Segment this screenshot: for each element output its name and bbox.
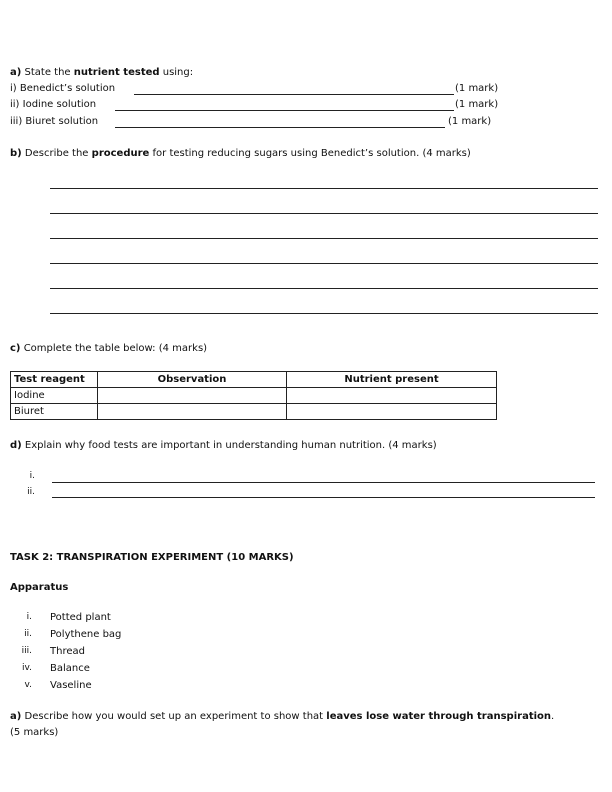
list-numeral: i. bbox=[26, 612, 32, 622]
table-cell[interactable] bbox=[287, 404, 497, 420]
list-numeral: iv. bbox=[22, 663, 32, 673]
answer-line[interactable] bbox=[50, 213, 598, 214]
table-cell[interactable] bbox=[287, 388, 497, 404]
question-b-prompt: b) Describe the procedure for testing reducing sugars using Benedict’s solution. (4 marks) bbox=[10, 148, 471, 159]
answer-line[interactable] bbox=[52, 497, 595, 498]
question-a-i: i) Benedict’s solution bbox=[10, 83, 116, 94]
marks: (5 marks) bbox=[10, 727, 59, 738]
table-cell: Iodine bbox=[11, 388, 98, 404]
apparatus-item: Potted plant bbox=[50, 612, 111, 623]
marks: (1 mark) bbox=[455, 83, 499, 94]
question-d-prompt: d) Explain why food tests are important in understanding human nutrition. (4 marks) bbox=[10, 440, 437, 451]
list-numeral: i. bbox=[29, 471, 35, 481]
answer-line[interactable] bbox=[50, 313, 598, 314]
apparatus-item: Balance bbox=[50, 663, 90, 674]
answer-line[interactable] bbox=[50, 188, 598, 189]
apparatus-item: Vaseline bbox=[50, 680, 92, 691]
answer-line[interactable] bbox=[50, 263, 598, 264]
answer-line[interactable] bbox=[115, 127, 445, 128]
apparatus-item: Thread bbox=[50, 646, 85, 657]
question-c-prompt: c) Complete the table below: (4 marks) bbox=[10, 343, 208, 354]
marks: (1 mark) bbox=[455, 99, 499, 110]
table-cell: Biuret bbox=[11, 404, 98, 420]
table-cell[interactable] bbox=[98, 404, 287, 420]
table-row bbox=[11, 404, 497, 420]
question-a-iii: iii) Biuret solution bbox=[10, 116, 99, 127]
task2-title: TASK 2: TRANSPIRATION EXPERIMENT (10 MARKS) bbox=[10, 552, 294, 563]
answer-line[interactable] bbox=[50, 288, 598, 289]
apparatus-heading: Apparatus bbox=[10, 582, 69, 593]
marks: (1 mark) bbox=[448, 116, 492, 127]
table-row bbox=[11, 388, 497, 404]
apparatus-item: Polythene bag bbox=[50, 629, 122, 640]
question-a-ii: ii) Iodine solution bbox=[10, 99, 97, 110]
list-numeral: iii. bbox=[21, 646, 32, 656]
table-header: Nutrient present bbox=[287, 372, 497, 388]
table-header: Observation bbox=[98, 372, 287, 388]
answer-line[interactable] bbox=[52, 482, 595, 483]
answer-line[interactable] bbox=[50, 238, 598, 239]
answer-line[interactable] bbox=[115, 110, 454, 111]
answer-line[interactable] bbox=[134, 94, 454, 95]
table-cell[interactable] bbox=[98, 388, 287, 404]
food-test-table bbox=[10, 371, 497, 420]
question-a-prompt: a) State the nutrient tested using: bbox=[10, 67, 194, 78]
task2-question-a: a) Describe how you would set up an experiment to show that leaves lose water through transpiration. bbox=[10, 711, 555, 722]
list-numeral: ii. bbox=[27, 487, 35, 497]
list-numeral: ii. bbox=[24, 629, 32, 639]
list-numeral: v. bbox=[24, 680, 32, 690]
table-header: Test reagent bbox=[11, 372, 98, 388]
